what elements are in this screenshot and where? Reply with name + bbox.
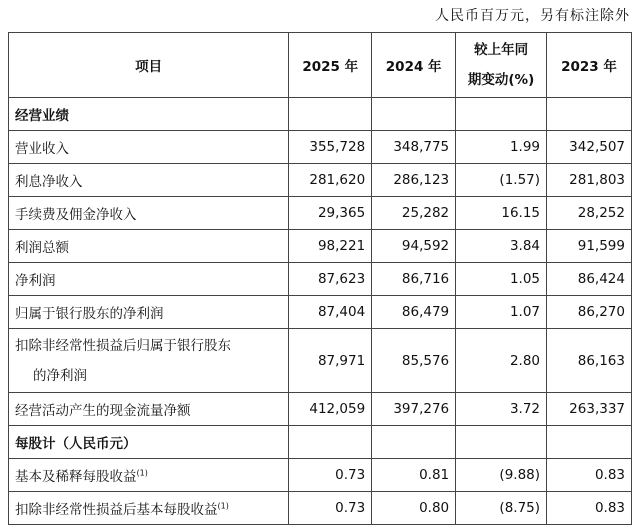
value-change: 1.07: [456, 296, 547, 329]
value-2025: 355,728: [289, 131, 372, 164]
row-label: 净利润: [15, 273, 56, 289]
value-2024: 348,775: [372, 131, 456, 164]
table-row: [9, 197, 632, 230]
row-label-cell: [9, 197, 289, 230]
section-row: [9, 98, 632, 131]
row-label-cell: [9, 492, 289, 525]
row-label: 基本及稀释每股收益: [15, 469, 137, 485]
value-2023: 86,163: [547, 329, 632, 393]
row-label: 归属于银行股东的净利润: [15, 306, 164, 322]
value-2023: 91,599: [547, 230, 632, 263]
row-label-cell: [9, 296, 289, 329]
value-2025: 87,971: [289, 329, 372, 393]
footnote-marker: (1): [217, 501, 229, 511]
header-row: [9, 33, 632, 98]
value-2023: 86,270: [547, 296, 632, 329]
value-change: 1.05: [456, 263, 547, 296]
header-item: 项目: [9, 33, 289, 98]
row-label-cell: [9, 230, 289, 263]
row-label-cell: [9, 459, 289, 492]
value-2023: 263,337: [547, 393, 632, 426]
table-row: [9, 329, 632, 393]
table-row: [9, 393, 632, 426]
value-2024: 0.81: [372, 459, 456, 492]
value-2024: 286,123: [372, 164, 456, 197]
value-2024: 85,576: [372, 329, 456, 393]
row-label: 经营活动产生的现金流量净额: [15, 403, 191, 419]
value-2025: 98,221: [289, 230, 372, 263]
table-row: [9, 492, 632, 525]
table-row: [9, 164, 632, 197]
value-change: 1.99: [456, 131, 547, 164]
section-title: 每股计（人民币元）: [9, 426, 289, 459]
row-label: 扣除非经常性损益后归属于银行股东: [15, 337, 231, 354]
row-label-cell: [9, 329, 289, 393]
value-change: 16.15: [456, 197, 547, 230]
row-label: 利息净收入: [15, 174, 83, 190]
row-label-cell: [9, 393, 289, 426]
table-row: [9, 131, 632, 164]
header-2024: 2024 年: [372, 33, 456, 98]
value-2025: 29,365: [289, 197, 372, 230]
value-2024: 86,479: [372, 296, 456, 329]
value-change: (1.57): [456, 164, 547, 197]
value-2023: 0.83: [547, 459, 632, 492]
value-2023: 0.83: [547, 492, 632, 525]
value-2023: 281,803: [547, 164, 632, 197]
value-change: (9.88): [456, 459, 547, 492]
value-2024: 94,592: [372, 230, 456, 263]
value-2025: 87,623: [289, 263, 372, 296]
value-2024: 25,282: [372, 197, 456, 230]
header-change-line2: 期变动(%): [467, 72, 535, 88]
row-label: 利润总额: [15, 240, 69, 256]
row-label: 扣除非经常性损益后基本每股收益: [15, 502, 218, 518]
value-2024: 397,276: [372, 393, 456, 426]
row-label-continued: 的净利润: [33, 367, 87, 384]
row-label-cell: [9, 263, 289, 296]
row-label: 手续费及佣金净收入: [15, 207, 137, 223]
value-2025: 281,620: [289, 164, 372, 197]
value-2023: 342,507: [547, 131, 632, 164]
row-label: 营业收入: [15, 141, 69, 157]
row-label-cell: [9, 164, 289, 197]
value-2024: 0.80: [372, 492, 456, 525]
table-row: [9, 230, 632, 263]
value-2025: 412,059: [289, 393, 372, 426]
row-label-cell: [9, 131, 289, 164]
table-row: [9, 296, 632, 329]
value-2023: 28,252: [547, 197, 632, 230]
financial-summary-table: [8, 32, 632, 525]
header-2023: 2023 年: [547, 33, 632, 98]
value-2023: 86,424: [547, 263, 632, 296]
table-row: [9, 459, 632, 492]
value-change: 3.84: [456, 230, 547, 263]
value-change: 2.80: [456, 329, 547, 393]
value-change: (8.75): [456, 492, 547, 525]
value-2025: 0.73: [289, 459, 372, 492]
section-row: [9, 426, 632, 459]
section-title: 经营业绩: [9, 98, 289, 131]
value-change: 3.72: [456, 393, 547, 426]
value-2025: 87,404: [289, 296, 372, 329]
header-change: [456, 33, 547, 98]
header-change-line1: 较上年同: [474, 42, 529, 58]
footnote-marker: (1): [136, 468, 148, 478]
table-row: [9, 263, 632, 296]
header-2025: 2025 年: [289, 33, 372, 98]
unit-note: 人民币百万元，另有标注除外: [435, 8, 630, 24]
value-2025: 0.73: [289, 492, 372, 525]
value-2024: 86,716: [372, 263, 456, 296]
